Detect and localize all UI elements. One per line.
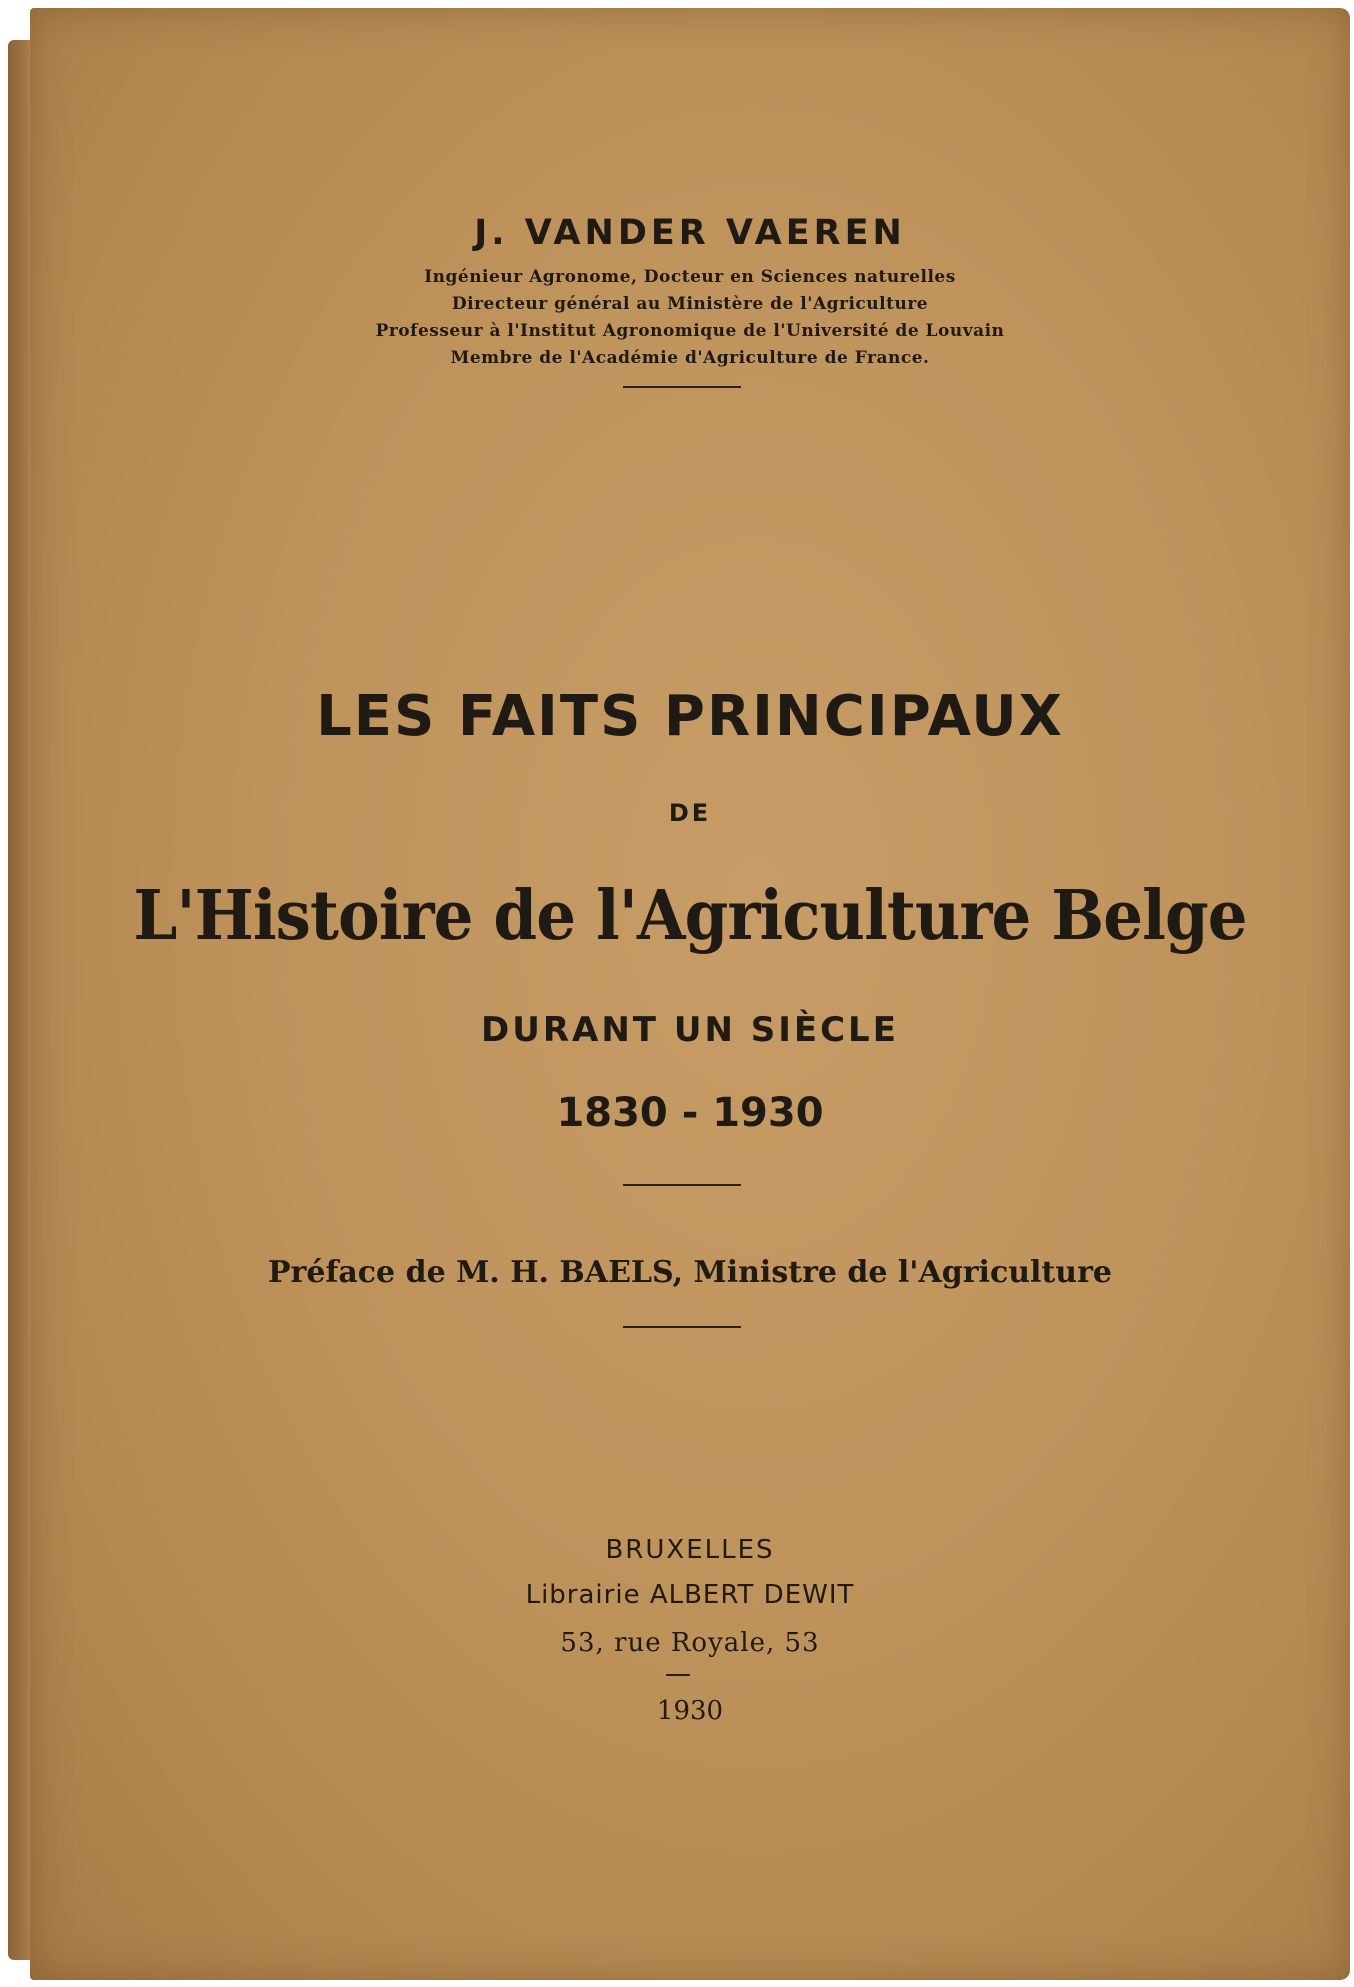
author-name: J. VANDER VAEREN: [474, 213, 906, 253]
book-cover: [30, 8, 1350, 1980]
divider-rule: [623, 1326, 741, 1328]
publication-year: 1930: [656, 1696, 724, 1726]
author-credentials: [30, 264, 1350, 372]
publisher-name: Librairie ALBERT DEWIT: [525, 1580, 855, 1610]
preface-line: Préface de M. H. BAELS, Ministre de l'Agriculture: [268, 1255, 1112, 1290]
publication-city: BRUXELLES: [605, 1535, 775, 1565]
subtitle: DURANT UN SIÈCLE: [481, 1010, 899, 1050]
divider-rule: [623, 386, 741, 388]
main-title: L'Histoire de l'Agriculture Belge: [133, 876, 1247, 956]
publisher-address: 53, rue Royale, 53: [560, 1628, 820, 1658]
credential-line: Ingénieur Agronome, Docteur en Sciences naturelles: [424, 267, 956, 287]
credential-line: Membre de l'Académie d'Agriculture de France.: [450, 348, 930, 368]
credential-line: Professeur à l'Institut Agronomique de l'Université de Louvain: [375, 321, 1005, 341]
title-line-1: LES FAITS PRINCIPAUX: [316, 684, 1064, 749]
divider-rule: [623, 1184, 741, 1186]
short-rule: [666, 1674, 690, 1676]
year-range: 1830 - 1930: [556, 1090, 824, 1136]
credential-line: Directeur général au Ministère de l'Agriculture: [451, 294, 929, 314]
title-de: DE: [668, 799, 712, 827]
